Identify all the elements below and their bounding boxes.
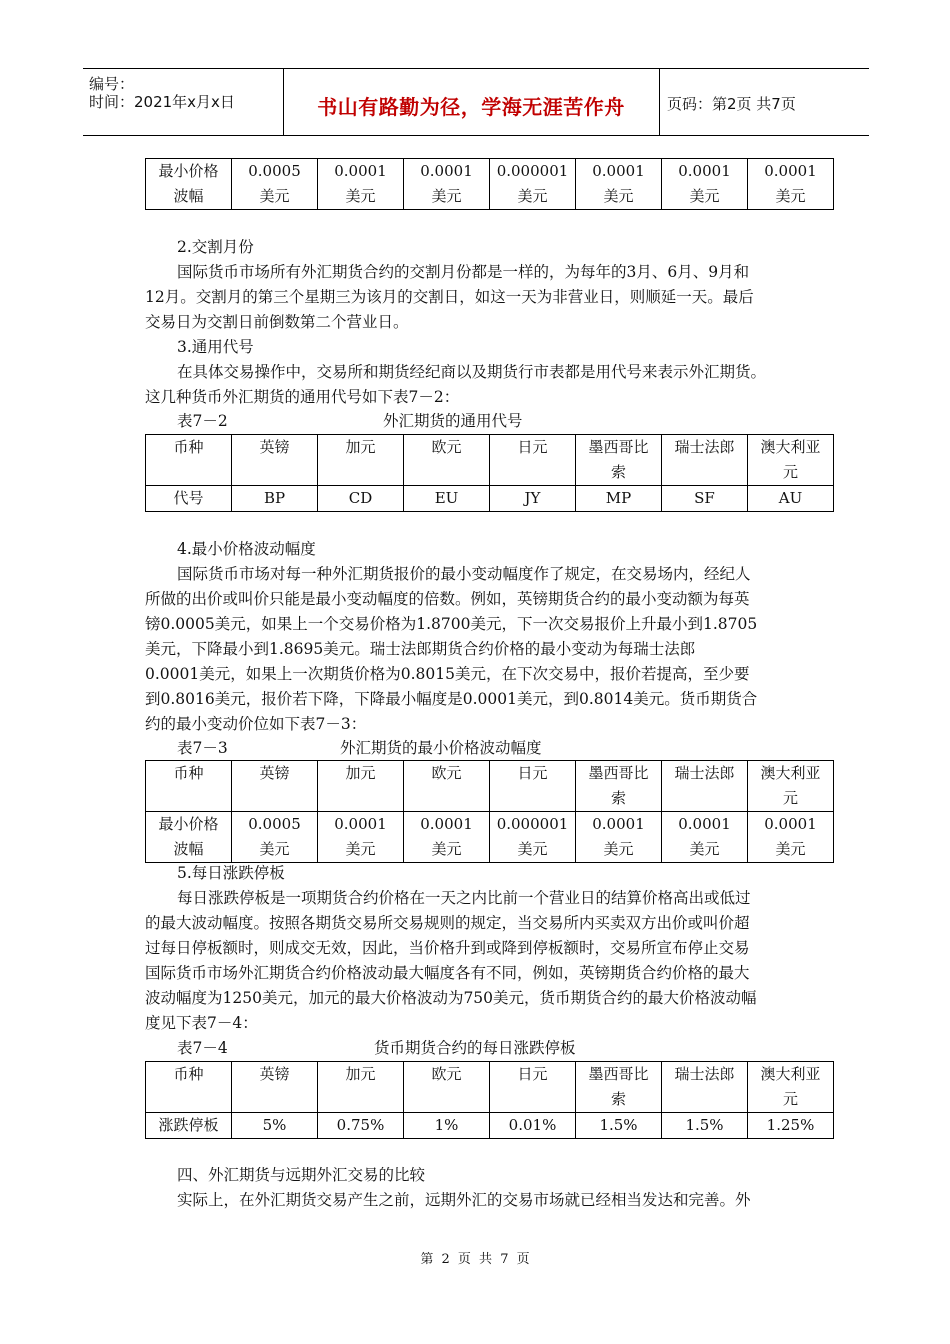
paragraph-line: 12月。交割月的第三个星期三为该月的交割日，如这一天为非营业日，则顺延一天。最后 xyxy=(145,288,754,306)
table-cell: 涨跌停板 xyxy=(146,1113,232,1139)
table-cell: 0.0001 美元 xyxy=(662,812,748,863)
table-cell: BP xyxy=(232,486,318,512)
table-row xyxy=(146,1113,834,1139)
paragraph-line: 过每日停板额时，则成交无效，因此，当价格升到或降到停板额时，交易所宣布停止交易 xyxy=(145,939,750,957)
table-cell: 瑞士法郎 xyxy=(662,435,748,486)
table-cell: 代号 xyxy=(146,486,232,512)
table-cell: 0.000001 美元 xyxy=(490,159,576,210)
page-header xyxy=(83,68,869,136)
table-cell: 0.0001 美元 xyxy=(404,812,490,863)
table-cell: MP xyxy=(576,486,662,512)
table-cell: 澳大利亚 元 xyxy=(748,761,834,812)
table-cell: 0.0001 美元 xyxy=(318,159,404,210)
table-cell: 5% xyxy=(232,1113,318,1139)
paragraph-line: 美元，下降最小到1.8695美元。瑞士法郎期货合约价格的最小变动为每瑞士法郎 xyxy=(145,640,696,658)
paragraph-line: 国际货币市场所有外汇期货合约的交割月份都是一样的，为每年的3月、6月、9月和 xyxy=(177,263,750,281)
paragraph-line: 度见下表7－4： xyxy=(145,1014,258,1032)
page-footer: 第 2 页 共 7 页 xyxy=(420,1252,530,1267)
section-heading: 5.每日涨跌停板 xyxy=(177,864,285,882)
table-label: 表7－4 xyxy=(177,1039,228,1057)
table-row xyxy=(146,435,834,486)
table-label: 表7－2 xyxy=(177,412,228,430)
paragraph-line: 每日涨跌停板是一项期货合约价格在一天之内比前一个营业日的结算价格高出或低过 xyxy=(177,889,751,907)
table-cell: 墨西哥比 索 xyxy=(576,761,662,812)
table-row xyxy=(146,812,834,863)
table-cell: 0.0001 美元 xyxy=(748,159,834,210)
paragraph-line: 国际货币市场外汇期货合约价格波动最大幅度各有不同，例如，英镑期货合约价格的最大 xyxy=(145,964,750,982)
table-cell: 欧元 xyxy=(404,1062,490,1113)
table-cell: 币种 xyxy=(146,1062,232,1113)
table-cell: 墨西哥比 索 xyxy=(576,435,662,486)
table-cell: 1.5% xyxy=(576,1113,662,1139)
table-cell: 加元 xyxy=(318,1062,404,1113)
table-cell: 0.0001 美元 xyxy=(662,159,748,210)
table-cell: 0.01% xyxy=(490,1113,576,1139)
paragraph-line: 所做的出价或叫价只能是最小变动幅度的倍数。例如，英镑期货合约的最小变动额为每英 xyxy=(145,590,750,608)
table-cell: 最小价格 波幅 xyxy=(146,159,232,210)
table-cell: 加元 xyxy=(318,761,404,812)
table-cell: 欧元 xyxy=(404,761,490,812)
table-cell: 澳大利亚 元 xyxy=(748,1062,834,1113)
paragraph-line: 的最大波动幅度。按照各期货交易所交易规则的规定，当交易所内买卖双方出价或叫价超 xyxy=(145,914,750,932)
paragraph-line: 到0.8016美元，报价若下降，下降最小幅度是0.0001美元，到0.8014美元。货币期货合 xyxy=(145,690,758,708)
paragraph-line: 约的最小变动价位如下表7－3： xyxy=(145,715,367,733)
table-cell: 0.0001 美元 xyxy=(748,812,834,863)
table-cell: 澳大利亚 元 xyxy=(748,435,834,486)
paragraph-line: 0.0001美元，如果上一次期货价格为0.8015美元，在下次交易中，报价若提高，至少要 xyxy=(145,665,750,683)
table-7-3-min-fluctuation xyxy=(145,760,834,863)
table-cell: 1.5% xyxy=(662,1113,748,1139)
table-cell: 最小价格 波幅 xyxy=(146,812,232,863)
section-heading: 3.通用代号 xyxy=(177,338,254,356)
document-number-label: 编号： xyxy=(89,75,135,93)
table-cell: 币种 xyxy=(146,435,232,486)
table-cell: 0.0005 美元 xyxy=(232,159,318,210)
table-cell: 币种 xyxy=(146,761,232,812)
table-cell: 英镑 xyxy=(232,435,318,486)
paragraph-line: 国际货币市场对每一种外汇期货报价的最小变动幅度作了规定，在交易场内，经纪人 xyxy=(177,565,751,583)
table-cell: 1.25% xyxy=(748,1113,834,1139)
paragraph-line: 镑0.0005美元，如果上一个交易价格为1.8700美元，下一次交易报价上升最小到1.8705 xyxy=(145,615,758,633)
paragraph-line: 交易日为交割日前倒数第二个营业日。 xyxy=(145,313,409,331)
section-heading: 2.交割月份 xyxy=(177,238,254,256)
table-cell: JY xyxy=(490,486,576,512)
table-cell: 0.75% xyxy=(318,1113,404,1139)
table-row xyxy=(146,159,834,210)
paragraph-line: 在具体交易操作中，交易所和期货经纪商以及期货行市表都是用代号来表示外汇期货。 xyxy=(177,363,767,381)
table-cell: 0.0001 美元 xyxy=(404,159,490,210)
table-cell: 瑞士法郎 xyxy=(662,1062,748,1113)
table-title: 外汇期货的最小价格波动幅度 xyxy=(340,739,542,757)
table-cell: SF xyxy=(662,486,748,512)
table-cell: 0.0001 美元 xyxy=(576,812,662,863)
table-cell: 0.0001 美元 xyxy=(576,159,662,210)
table-min-fluctuation-continued xyxy=(145,158,834,210)
table-cell: 日元 xyxy=(490,761,576,812)
table-cell: 英镑 xyxy=(232,761,318,812)
table-cell: AU xyxy=(748,486,834,512)
table-cell: 瑞士法郎 xyxy=(662,761,748,812)
table-cell: 日元 xyxy=(490,1062,576,1113)
section-heading: 四、外汇期货与远期外汇交易的比较 xyxy=(177,1166,426,1184)
table-7-4-daily-limits xyxy=(145,1061,834,1139)
table-cell: 欧元 xyxy=(404,435,490,486)
table-label: 表7－3 xyxy=(177,739,228,757)
table-cell: 1% xyxy=(404,1113,490,1139)
table-cell: 0.0005 美元 xyxy=(232,812,318,863)
section-heading: 4.最小价格波动幅度 xyxy=(177,540,316,558)
paragraph-line: 波动幅度为1250美元，加元的最大价格波动为750美元，货币期货合约的最大价格波动幅 xyxy=(145,989,757,1007)
header-page-number: 页码：第2页 共7页 xyxy=(667,95,796,113)
header-divider xyxy=(659,69,660,135)
table-title: 货币期货合约的每日涨跌停板 xyxy=(374,1039,576,1057)
table-7-2-currency-codes xyxy=(145,434,834,512)
table-cell: 墨西哥比 索 xyxy=(576,1062,662,1113)
header-motto: 书山有路勤为径，学海无涯苦作舟 xyxy=(317,95,625,119)
table-cell: CD xyxy=(318,486,404,512)
table-row xyxy=(146,1062,834,1113)
table-cell: 日元 xyxy=(490,435,576,486)
table-row xyxy=(146,761,834,812)
table-cell: 0.0001 美元 xyxy=(318,812,404,863)
table-title: 外汇期货的通用代号 xyxy=(383,412,523,430)
paragraph-line: 这几种货币外汇期货的通用代号如下表7－2： xyxy=(145,388,460,406)
paragraph-line: 实际上，在外汇期货交易产生之前，远期外汇的交易市场就已经相当发达和完善。外 xyxy=(177,1191,751,1209)
table-cell: EU xyxy=(404,486,490,512)
table-cell: 英镑 xyxy=(232,1062,318,1113)
table-row xyxy=(146,486,834,512)
document-time-label: 时间：2021年x月x日 xyxy=(89,93,235,111)
table-cell: 加元 xyxy=(318,435,404,486)
table-cell: 0.000001 美元 xyxy=(490,812,576,863)
